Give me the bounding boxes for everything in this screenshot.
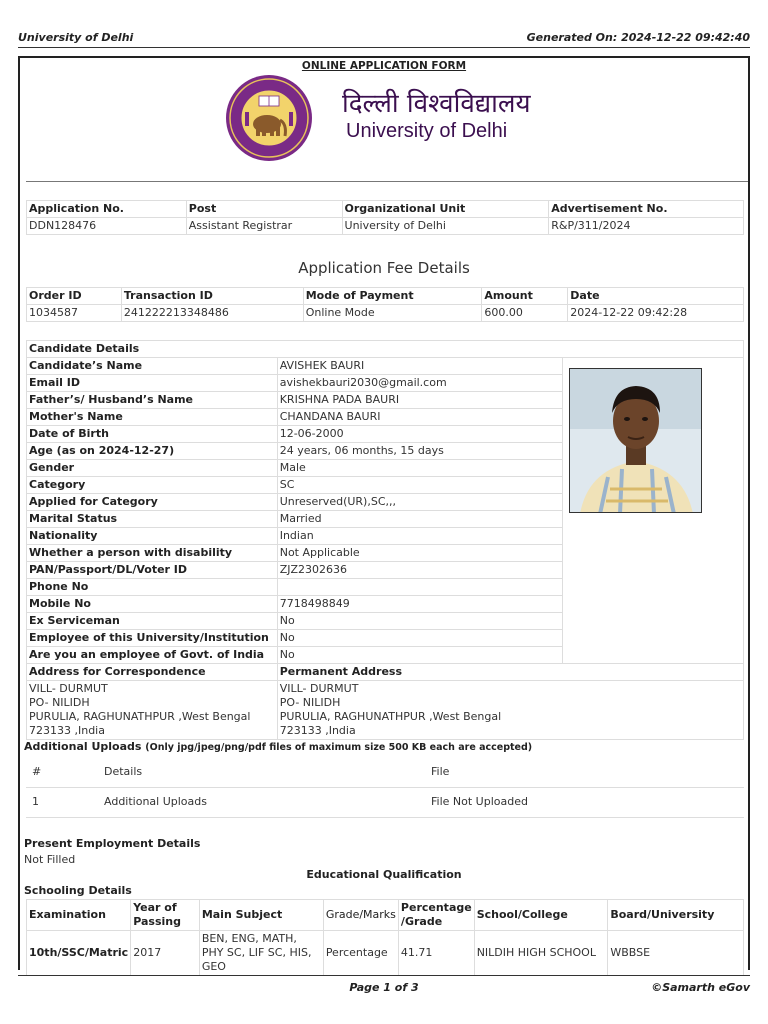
correspondence-address-label: Address for Correspondence — [27, 664, 278, 681]
uploads-title-line — [24, 740, 532, 753]
field-label: Applied for Category — [27, 494, 278, 511]
address-row — [27, 681, 744, 740]
field-label: Mother's Name — [27, 409, 278, 426]
correspondence-address: VILL- DURMUT PO- NILIDH PURULIA, RAGHUNATHPUR ,West Bengal 723133 ,India — [27, 681, 278, 740]
field-label: Email ID — [27, 375, 278, 392]
divider — [26, 181, 748, 182]
table-header-row — [27, 288, 744, 305]
field-value: No — [277, 647, 563, 664]
permanent-address-label: Permanent Address — [277, 664, 743, 681]
column-header: Post — [186, 201, 342, 218]
schooling-table — [26, 899, 744, 976]
field-value: 7718498849 — [277, 596, 563, 613]
field-label: Employee of this University/Institution — [27, 630, 278, 647]
table-row — [27, 218, 744, 235]
column-header: Transaction ID — [121, 288, 303, 305]
field-label: Nationality — [27, 528, 278, 545]
amount: 600.00 — [482, 305, 568, 322]
examination: 10th/SSC/Matric — [27, 931, 131, 976]
field-value: No — [277, 630, 563, 647]
field-value: avishekbauri2030@gmail.com — [277, 375, 563, 392]
field-label: Ex Serviceman — [27, 613, 278, 630]
column-header: Year of Passing — [131, 900, 200, 931]
university-name-hindi: दिल्ली विश्वविद्यालय — [342, 89, 531, 119]
advertisement-number: R&P/311/2024 — [549, 218, 744, 235]
application-number: DDN128476 — [27, 218, 187, 235]
column-header: Details — [98, 757, 425, 787]
education-title: Educational Qualification — [306, 868, 462, 881]
table-row — [27, 931, 744, 976]
address-header-row — [27, 664, 744, 681]
header-university: University of Delhi — [18, 31, 134, 44]
field-value — [277, 579, 563, 596]
employment-value: Not Filled — [24, 853, 76, 866]
field-value: 12-06-2000 — [277, 426, 563, 443]
employment-title: Present Employment Details — [24, 837, 201, 850]
main-subject: BEN, ENG, MATH, PHY SC, LIF SC, HIS, GEO — [199, 931, 323, 976]
column-header: School/College — [474, 900, 608, 931]
section-header-row — [27, 341, 744, 358]
field-label: Marital Status — [27, 511, 278, 528]
field-label: Are you an employee of Govt. of India — [27, 647, 278, 664]
candidate-section-title: Candidate Details — [27, 341, 744, 358]
field-value: AVISHEK BAURI — [277, 358, 563, 375]
table-header-row — [27, 900, 744, 931]
field-label: Candidate’s Name — [27, 358, 278, 375]
page-footer — [18, 975, 750, 997]
uploads-title: Additional Uploads — [24, 740, 142, 753]
footer-brand: ©Samarth eGov — [651, 981, 750, 994]
table-header-row — [27, 201, 744, 218]
uploads-note: (Only jpg/jpeg/png/pdf files of maximum size 500 KB each are accepted) — [145, 742, 533, 753]
field-value: Not Applicable — [277, 545, 563, 562]
column-header: Amount — [482, 288, 568, 305]
column-header: # — [26, 757, 98, 787]
column-header: Examination — [27, 900, 131, 931]
column-header: Grade/Marks — [323, 900, 398, 931]
field-value: KRISHNA PADA BAURI — [277, 392, 563, 409]
fee-section-title: Application Fee Details — [298, 259, 470, 277]
transaction-id: 241222213348486 — [121, 305, 303, 322]
column-header: Mode of Payment — [303, 288, 482, 305]
upload-file-status: File Not Uploaded — [425, 787, 744, 817]
year-of-passing: 2017 — [131, 931, 200, 976]
organizational-unit: University of Delhi — [342, 218, 549, 235]
form-title: ONLINE APPLICATION FORM — [301, 60, 467, 72]
field-value: Male — [277, 460, 563, 477]
uploads-table — [26, 757, 744, 818]
order-id: 1034587 — [27, 305, 122, 322]
page-number: Page 1 of 3 — [349, 981, 419, 994]
school-college: NILDIH HIGH SCHOOL — [474, 931, 608, 976]
column-header: Board/University — [608, 900, 744, 931]
fee-table — [26, 287, 744, 322]
page-header — [18, 28, 750, 48]
field-value: 24 years, 06 months, 15 days — [277, 443, 563, 460]
column-header: Advertisement No. — [549, 201, 744, 218]
table-header-row — [26, 757, 744, 787]
post: Assistant Registrar — [186, 218, 342, 235]
field-value: No — [277, 613, 563, 630]
field-label: Category — [27, 477, 278, 494]
field-label: Date of Birth — [27, 426, 278, 443]
board-university: WBBSE — [608, 931, 744, 976]
field-label: Age (as on 2024-12-27) — [27, 443, 278, 460]
field-label: PAN/Passport/DL/Voter ID — [27, 562, 278, 579]
table-row — [26, 787, 744, 817]
schooling-title: Schooling Details — [24, 884, 132, 897]
field-label: Whether a person with disability — [27, 545, 278, 562]
upload-number: 1 — [26, 787, 98, 817]
application-table — [26, 200, 744, 235]
field-value: ZJZ2302636 — [277, 562, 563, 579]
permanent-address: VILL- DURMUT PO- NILIDH PURULIA, RAGHUNATHPUR ,West Bengal 723133 ,India — [277, 681, 743, 740]
column-header: Order ID — [27, 288, 122, 305]
university-name-english: University of Delhi — [346, 120, 508, 142]
field-value: SC — [277, 477, 563, 494]
candidate-photo — [569, 368, 702, 513]
payment-date: 2024-12-22 09:42:28 — [568, 305, 744, 322]
field-label: Mobile No — [27, 596, 278, 613]
column-header: Main Subject — [199, 900, 323, 931]
field-label: Phone No — [27, 579, 278, 596]
header-generated-on: Generated On: 2024-12-22 09:42:40 — [526, 31, 750, 44]
field-value: CHANDANA BAURI — [277, 409, 563, 426]
column-header: File — [425, 757, 744, 787]
column-header: Application No. — [27, 201, 187, 218]
column-header: Percentage /Grade — [398, 900, 474, 931]
column-header: Date — [568, 288, 744, 305]
field-label: Gender — [27, 460, 278, 477]
grade-marks: Percentage — [323, 931, 398, 976]
payment-mode: Online Mode — [303, 305, 482, 322]
percentage: 41.71 — [398, 931, 474, 976]
upload-details: Additional Uploads — [98, 787, 425, 817]
field-value: Indian — [277, 528, 563, 545]
field-label: Father’s/ Husband’s Name — [27, 392, 278, 409]
application-form — [18, 56, 750, 973]
field-value: Married — [277, 511, 563, 528]
column-header: Organizational Unit — [342, 201, 549, 218]
field-value: Unreserved(UR),SC,,, — [277, 494, 563, 511]
university-seal-icon — [225, 74, 313, 162]
table-row — [27, 305, 744, 322]
